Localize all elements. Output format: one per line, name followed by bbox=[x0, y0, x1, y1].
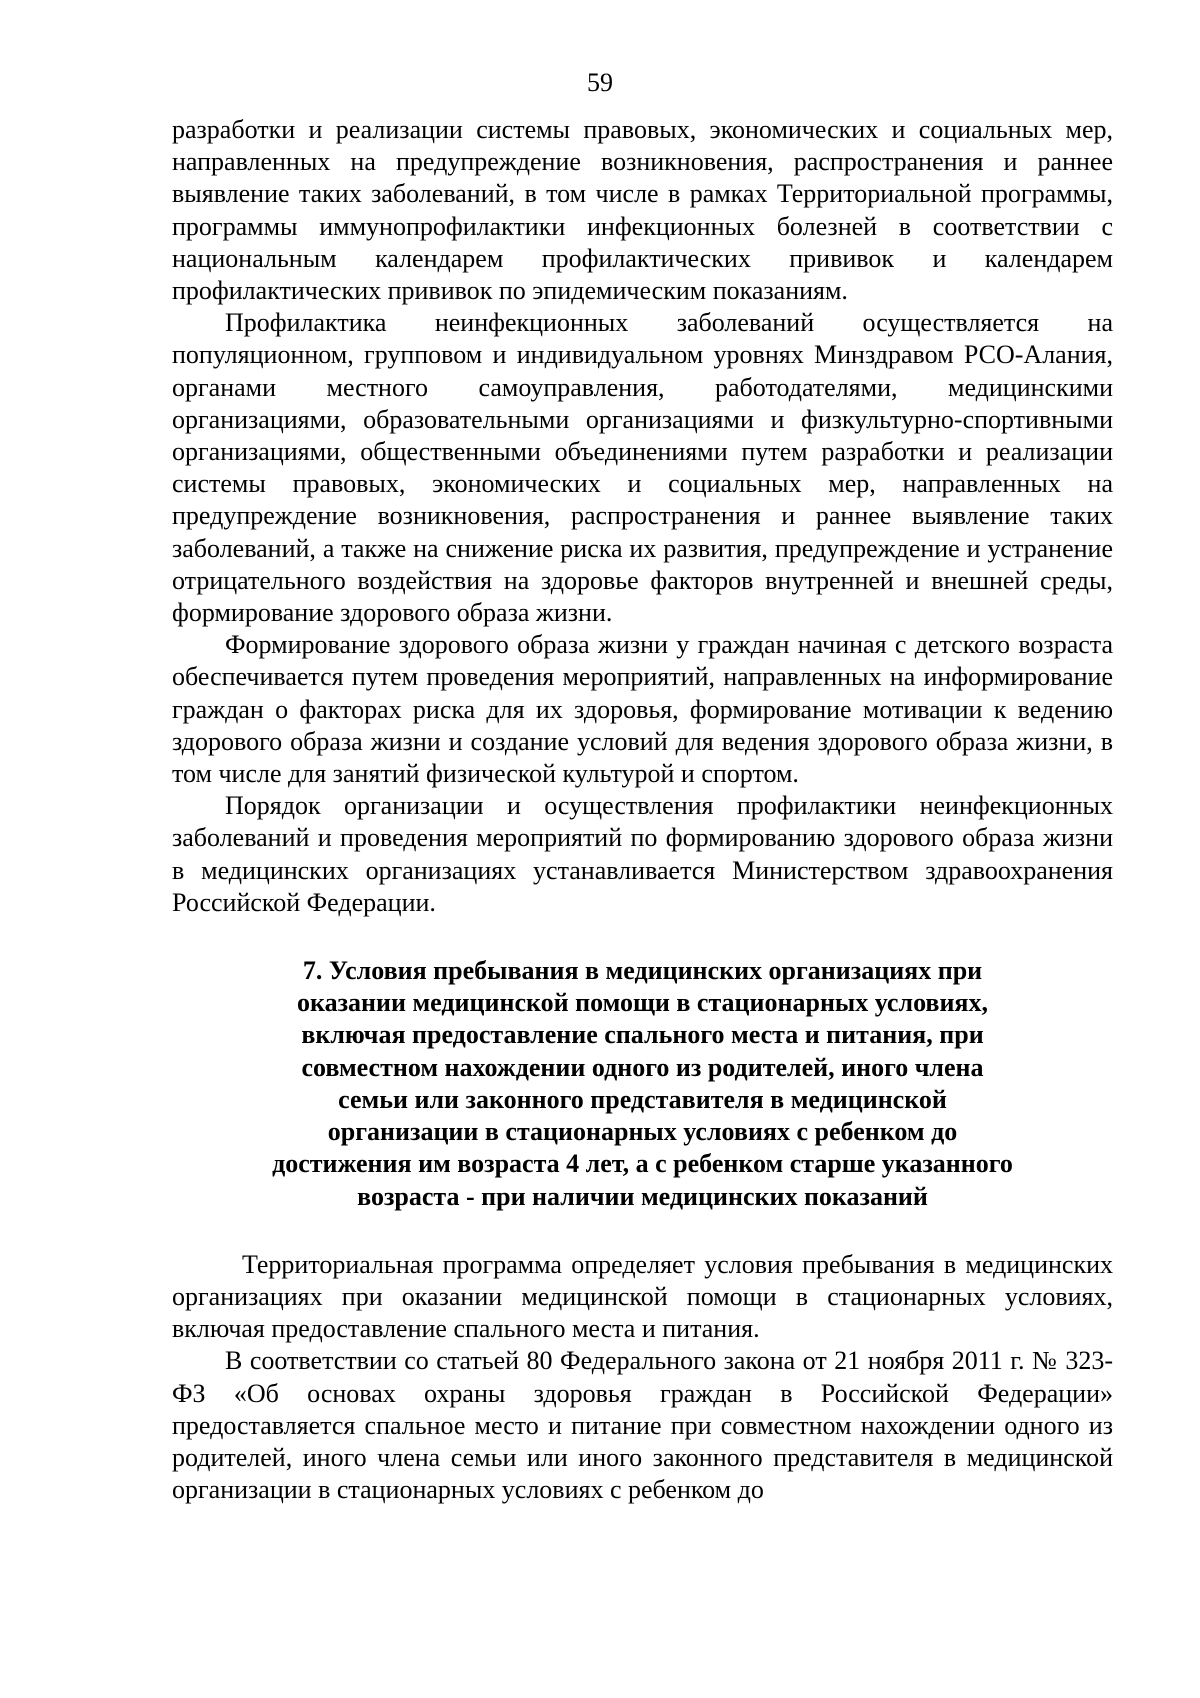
section-heading: 7. Условия пребывания в медицинских организациях при оказании медицинской помощи в стационарных условиях, включая предоставление спального места и питания, при совместном нахождении одного из родителей, иного члена семьи или законного представителя в медицинской организации в стационарных условиях с ребенком до достижения им возраста 4 лет, а с ребенком старше указанного возраста - при наличии медицинских показаний bbox=[272, 956, 1013, 1211]
paragraph-ncd-prevention: Профилактика неинфекционных заболеваний осуществляется на популяционном, групповом и индивидуальном уровнях Минздравом РСО-Алания, органами местного самоуправления, работодателями, медицинскими организациями, образовательными организациями и физкультурно-спортивными организациями, общественными объединениями путем разработки и реализации системы правовых, экономических и социальных мер, направленных на предупреждение возникновения, распространения и раннее выявление таких заболеваний, а также на снижение риска их развития, предупреждение и устранение отрицательного воздействия на здоровье факторов внутренней и внешней среды, формирование здорового образа жизни. bbox=[172, 308, 1113, 628]
document-body bbox=[172, 114, 1113, 1506]
paragraph-federal-law: В соответствии со статьей 80 Федерального закона от 21 ноября 2011 г. № 323-ФЗ «Об основах охраны здоровья граждан в Российской Федерации» предоставляется спальное место и питание при совместном нахождении одного из родителей, иного члена семьи или иного законного представителя в медицинской организации в стационарных условиях с ребенком до bbox=[172, 1346, 1113, 1505]
paragraph-continuation: разработки и реализации системы правовых, экономических и социальных мер, направленных на предупреждение возникновения, распространения и раннее выявление таких заболеваний, в том числе в рамках Территориальной программы, программы иммунопрофилактики инфекционных болезней в соответствии с национальным календарем профилактических прививок и календарем профилактических прививок по эпидемическим показаниям. bbox=[172, 115, 1113, 306]
paragraph-territorial-program: Территориальная программа определяет условия пребывания в медицинских организациях при оказании медицинской помощи в стационарных условиях, включая предоставление спального места и питания. bbox=[172, 1249, 1113, 1344]
paragraph-healthy-lifestyle: Формирование здорового образа жизни у граждан начиная с детского возраста обеспечивается путем проведения мероприятий, направленных на информирование граждан о факторах риска для их здоровья, формирование мотивации к ведению здорового образа жизни и создание условий для ведения здорового образа жизни, в том числе для занятий физической культурой и спортом. bbox=[172, 630, 1113, 789]
paragraph-prevention-procedure: Порядок организации и осуществления профилактики неинфекционных заболеваний и проведения мероприятий по формированию здорового образа жизни в медицинских организациях устанавливается Министерством здравоохранения Российской Федерации. bbox=[172, 791, 1113, 917]
page-number: 59 bbox=[587, 68, 613, 97]
